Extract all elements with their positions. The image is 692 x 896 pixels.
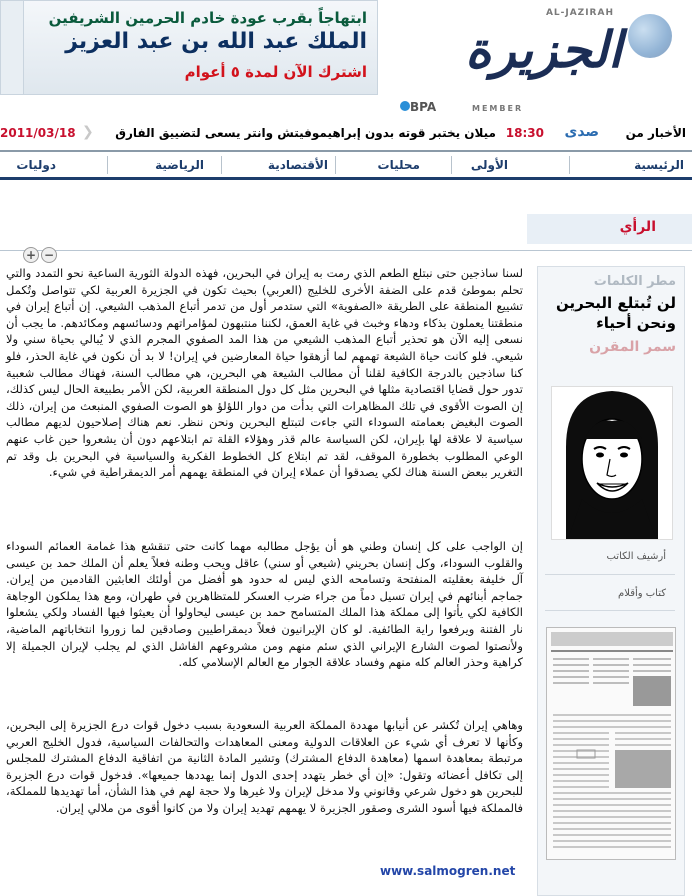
bpa-icon — [400, 101, 410, 111]
main-nav — [0, 150, 692, 180]
globe-icon — [628, 14, 672, 58]
author-archive-link[interactable]: أرشيف الكاتب — [606, 551, 666, 562]
nav-item-local[interactable]: محليات — [377, 158, 420, 172]
zoom-in-icon[interactable]: + — [23, 247, 39, 263]
banner-line-1: ابتهاجاً بقرب عودة خادم الحرمين الشريفين — [48, 9, 367, 27]
article-paragraph: وهاهي إيران تُكشر عن أنيابها مهددة المملكة العربية السعودية بسبب دخول قوات درع الجزيرة إلى البحرين، وكأنها لا تعرف أي شيء عن العلاقات الدولية ومعنى المعاهدات والتحالفات السياسية، فدول الخليج العربي مرتبطة بمعاهدة اسمها (معاهدة الدفاع المشترك) وتشير المادة الثانية من اتفاقية الدفاع المشترك للمجلس إلى تكافل أعضائه وتقول: «إن أي خطر يتهدد إحدى الدول إنما يهددها جميعها». فدخول قوات درع الجزيرة للبحرين هو دخول شرعي وقانوني ولا مدخل لإيران ولا غيرها ولا حجة لهم في هذا الشأن، أما تهديدها للمملكة، فالمملكة فيها أسود الشرى وصقور الجزيرة لا يهمهم تهديد إيران ولا من كانوا أقوى من ملالي إيران. — [6, 718, 523, 815]
site-logo: الجزيرة — [465, 20, 622, 79]
bpa-label: BPA — [410, 100, 437, 114]
nav-divider — [335, 156, 336, 174]
author-photo — [551, 386, 673, 540]
nav-item-sports[interactable]: الرياضية — [155, 158, 204, 172]
ticker-time: 18:30 — [505, 126, 544, 140]
news-ticker — [0, 122, 692, 144]
logo-area[interactable] — [380, 0, 692, 95]
sidebar-divider — [545, 574, 675, 575]
nav-divider — [221, 156, 222, 174]
nav-divider — [107, 156, 108, 174]
author-website-link[interactable]: www.salmogren.net — [380, 864, 516, 878]
article-title: لن تُبتلع البحرين ونحن أحياء — [556, 294, 676, 332]
nav-divider — [451, 156, 452, 174]
newspaper-page-thumbnail[interactable] — [546, 627, 676, 860]
author-name[interactable]: سمر المقرن — [589, 339, 676, 355]
nav-divider — [569, 156, 570, 174]
bpa-member: MEMBER — [472, 104, 524, 113]
writers-link[interactable]: كتاب وأقلام — [618, 588, 666, 599]
banner-line-3: اشترك الآن لمدة ٥ أعوام — [184, 63, 367, 81]
logo-latin: AL-JAZIRAH — [545, 8, 614, 18]
nav-item-home[interactable]: الرئيسية — [634, 158, 684, 172]
ticker-label: الأخبار من — [625, 126, 686, 140]
banner-edge — [1, 1, 24, 94]
content-divider — [0, 250, 692, 251]
zoom-out-icon[interactable]: − — [41, 247, 57, 263]
ticker-next-icon[interactable]: ❮ — [82, 124, 94, 140]
subscription-banner[interactable] — [0, 0, 378, 95]
banner-line-2: الملك عبد الله بن عبد العزيز — [65, 29, 367, 54]
newspaper-page-icon — [547, 628, 676, 860]
sidebar-divider — [545, 610, 675, 611]
article-paragraph: لسنا ساذجين حتى نبتلع الطعم الذي رمت به إيران في البحرين، فهذه الدولة الثورية الساعية نحو التمدد والتي تحلم بموطئ قدم على الضفة الأخرى للخليج (العربي) بحيث تكون في الجزيرة العربية لكي تتواصل وتُكمل تشييع المنطقة على الطريقة «الصفوية» التي ستدمر أول من تدمر أتباع المذهب الشيعي. إن أتباع إيران في منطقتنا يعملون بذكاء ودهاء وخبث في غاية العمق، لكننا منتبهون لمؤامراتهم ودسائسهم ومكائدهم. ما يجب أن نسعى إليه الآن هو تحذير أتباع المذهب الشيعي من هذا المد الصفوي المجرم الذي لا يُبالي بحياة سني ولا شيعي. فلو كانت حياة الشيعة تهمهم لما أزهقوا حياة المعارضين في إيران! لا بد أن نكون في غاية الحذر، فلو كنا ساذجين بالدرجة الكافية لقلنا أن مطالب الشيعة هي البحرين، هي مطالب السنة، فهناك مطالب شعبية تدور حول قضايا اقتصادية مثلها في البحرين مثل كل دول المنطقة العربية، لكن الأمر بطبيعة الحال ليس كذلك، إن الصوت الأقوى في تلك المظاهرات التي بدأت من دوار اللؤلؤ هو الصوت الصفوي المنبعث من إيران، ذلك الصوت البغيض بعمامته السوداء التي جاءت لتبتلع البحرين ونحن ننظر. نعم هناك إصلاحيون لديهم مطالب سياسية لا علاقة لها بإيران، لكن السياسة عالم قذر وهؤلاء القلة تم ابتلاعهم دون أن يشعروا حين غاب عنهم الوعي المطلوب بخطورة الموقف، لقد تم ابتلاع كل الخطوط الفكرية والسياسية في البحرين بل وقد تم التغرير ببعض السنة هناك لكي يصدقوا أن عملاء إيران في المنطقة يهمهم أمر الديمقراطية في شيء. — [6, 266, 523, 480]
nav-item-world[interactable]: دوليات — [16, 158, 56, 172]
author-portrait-icon — [552, 387, 672, 539]
nav-item-economy[interactable]: الأقتصادية — [267, 158, 328, 172]
column-name: مطر الكلمات — [593, 274, 676, 289]
nav-item-front[interactable]: الأولى — [470, 158, 508, 172]
ticker-brand: صدى — [564, 124, 599, 140]
ticker-date: 2011/03/18 — [0, 126, 76, 140]
section-title: الرأي — [619, 219, 656, 235]
ticker-headline[interactable]: ميلان يختبر قوته بدون إبراهيموفيتش وانتر يسعى لتضييق الفارق — [115, 126, 496, 140]
section-header — [527, 214, 692, 244]
article-paragraph: إن الواجب على كل إنسان وطني هو أن يؤجل مطالبه مهما كانت حتى تنقشع هذا غمامة العمائم السوداء والقلوب السوداء، وكل إنسان بحريني (شيعي أو سني) عاقل ويحب وطنه فعلاً يعلم أن الملك حمد بن عيسى آل خليفة بعقليته المنفتحة وتسامحه الذي ليس له حدود هو أفضل من أولئك العابثين القادمين من إيران. جماجم أبنائهم في إيران تسيل دماً من جراء ضرب العسكر للمتظاهرين في طهران، ومع هذا يملكون الوجاهة الكافية لكي يأتوا إلى مملكة هذا الملك المتسامح حمد بن عيسى ليحاولوا أن يعيثوا فيها الفساد ولكي يشعلوا نار الفتنة ويرفعوا راية الطائفية. لو كان الإيرانيون فعلاً ديمقراطيين وصادقين لما زوروا انتخاباتهم الماضية، ولأنصتوا لصوت الشارع الإيراني الذي سئم منهم ومن مشروعهم الفاشل الذي لم يجلب لإيران الجميلة إلا كراهية وحذر العالم كله منهم وفساد علاقة الجوار مع العالم الإسلامي كله. — [6, 539, 523, 670]
